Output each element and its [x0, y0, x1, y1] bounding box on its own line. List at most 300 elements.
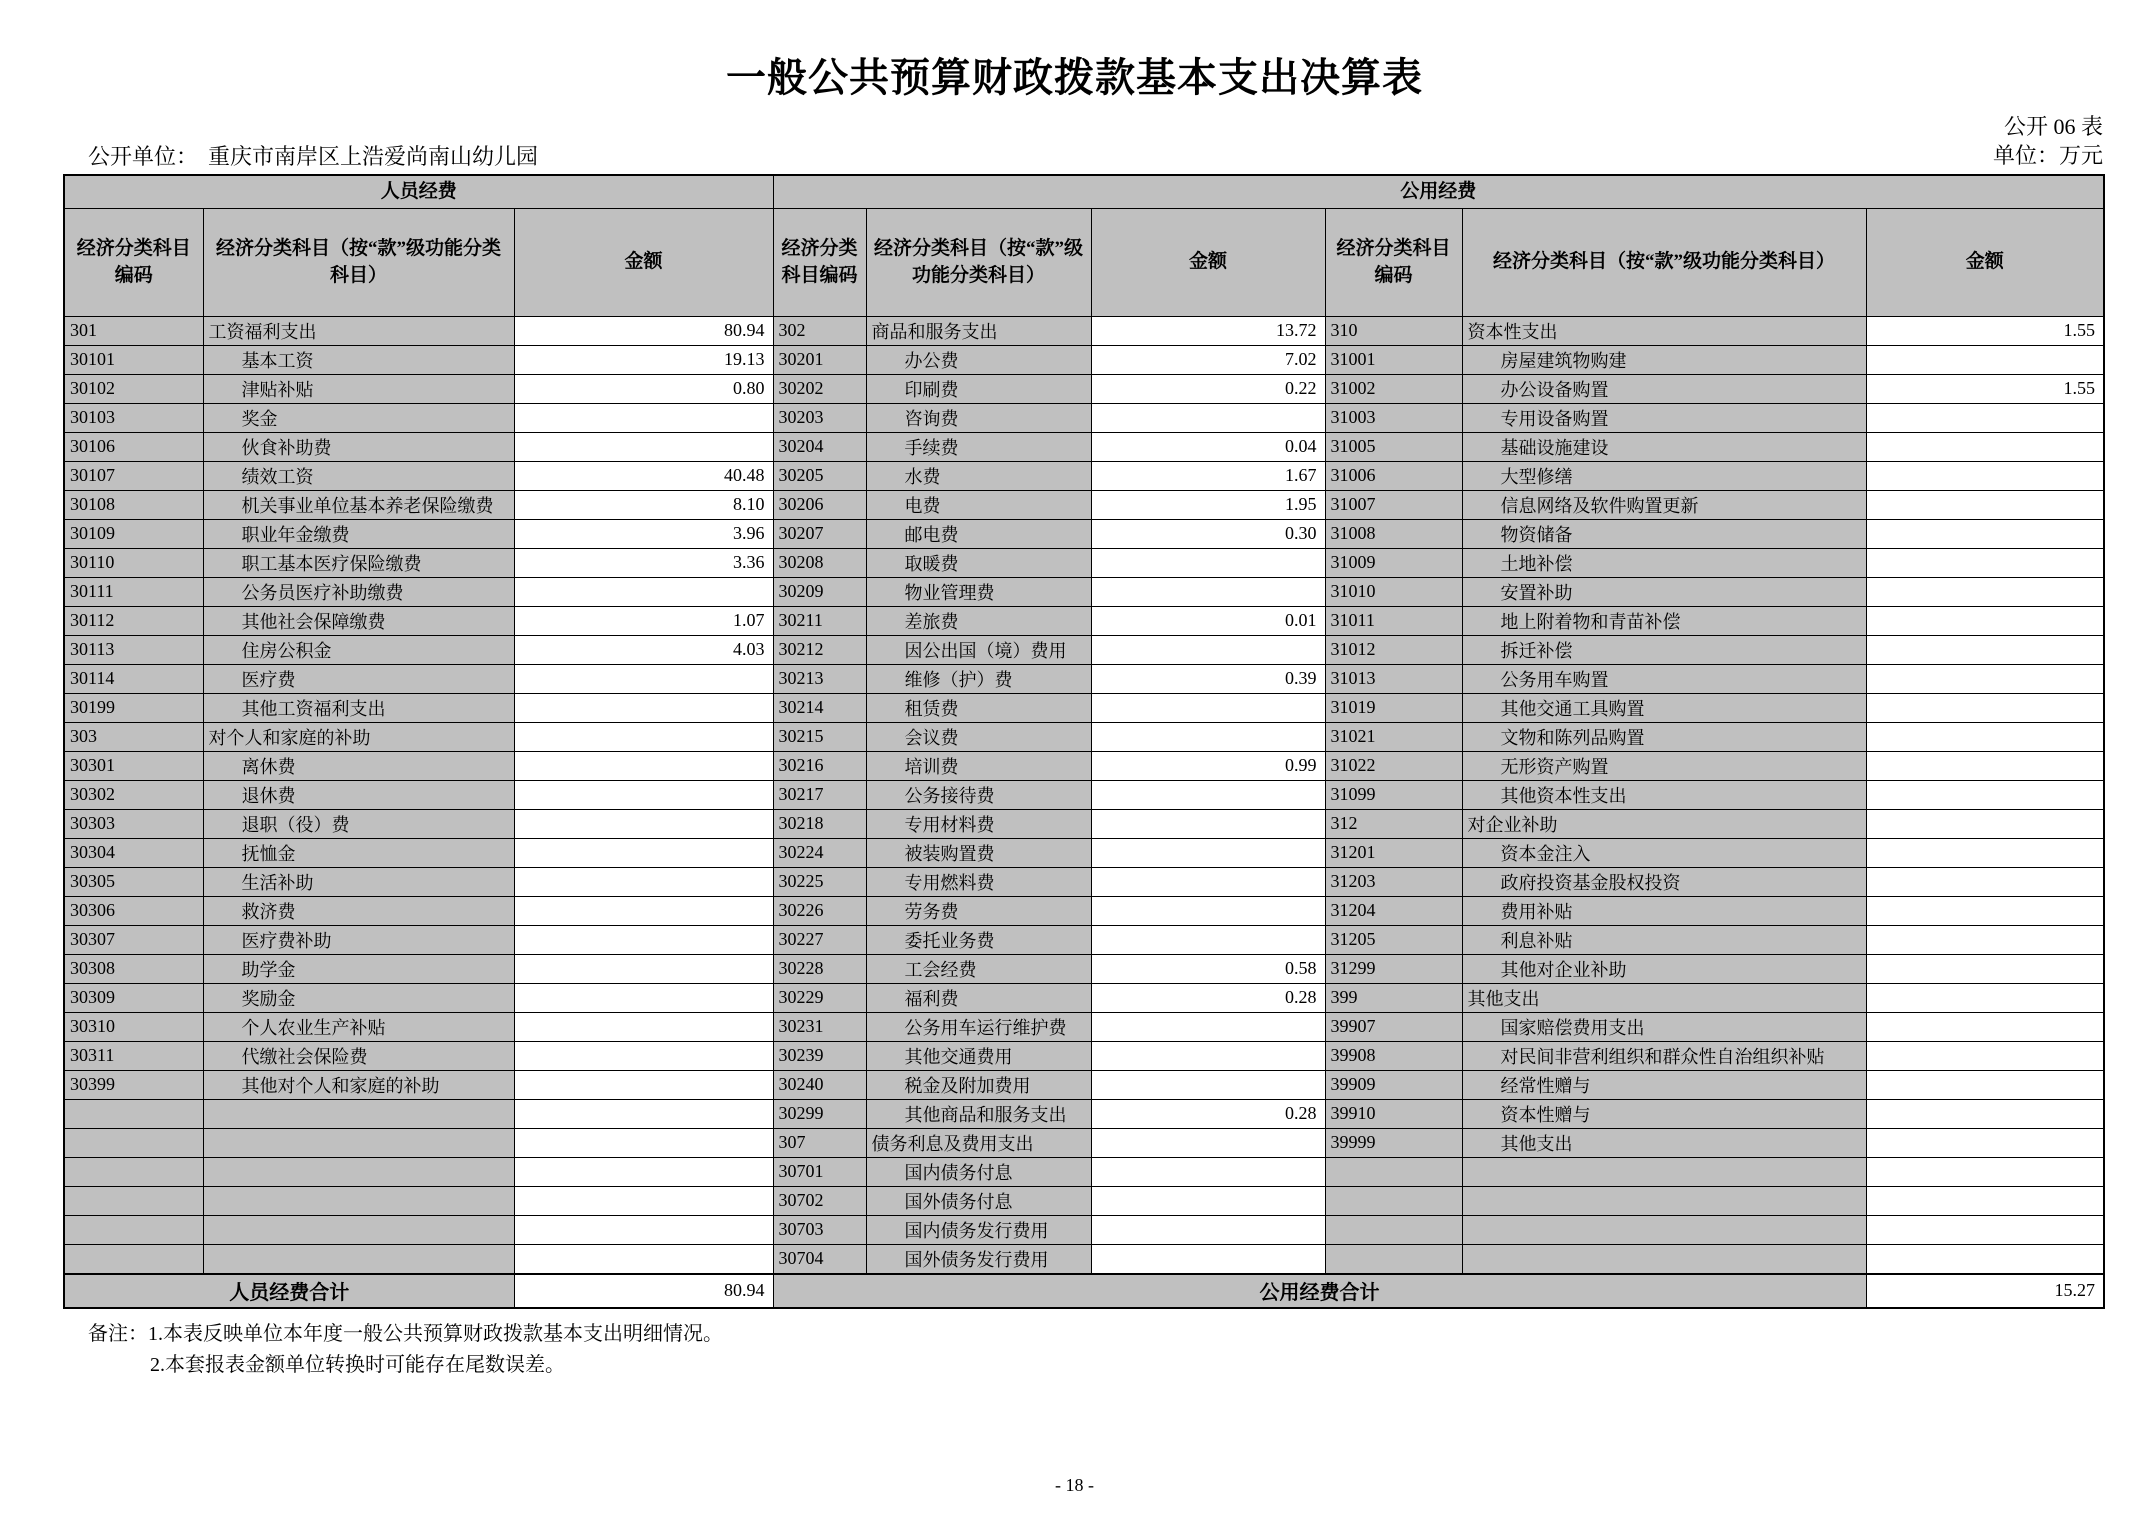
subject-cell: 无形资产购置	[1462, 751, 1866, 780]
amount-cell	[514, 925, 773, 954]
subject-cell: 公务用车购置	[1462, 664, 1866, 693]
col-header-code-2: 经济分类科目编码	[773, 208, 866, 316]
table-row	[64, 1012, 2104, 1041]
code-cell	[64, 1186, 203, 1215]
amount-cell	[514, 954, 773, 983]
subject-cell: 租赁费	[866, 693, 1091, 722]
subject-cell: 专用材料费	[866, 809, 1091, 838]
col-header-subject-3: 经济分类科目（按“款”级功能分类科目）	[1462, 208, 1866, 316]
page-number: - 18 -	[1055, 1475, 1094, 1495]
amount-cell: 1.95	[1091, 490, 1325, 519]
code-cell: 31013	[1325, 664, 1462, 693]
code-cell: 30215	[773, 722, 866, 751]
code-cell	[64, 1099, 203, 1128]
note-line-2: 2.本套报表金额单位转换时可能存在尾数误差。	[150, 1353, 565, 1376]
table-row	[64, 432, 2104, 461]
amount-cell: 0.39	[1091, 664, 1325, 693]
amount-cell	[514, 1244, 773, 1274]
amount-cell	[514, 983, 773, 1012]
code-cell: 31012	[1325, 635, 1462, 664]
subject-cell: 房屋建筑物购建	[1462, 345, 1866, 374]
amount-cell	[514, 403, 773, 432]
code-cell: 30399	[64, 1070, 203, 1099]
col-header-subject-2: 经济分类科目（按“款”级功能分类科目）	[866, 208, 1091, 316]
amount-cell	[1866, 1099, 2104, 1128]
code-cell: 30306	[64, 896, 203, 925]
subject-cell: 电费	[866, 490, 1091, 519]
code-cell: 30201	[773, 345, 866, 374]
amount-cell	[514, 1070, 773, 1099]
code-cell: 39910	[1325, 1099, 1462, 1128]
code-cell: 307	[773, 1128, 866, 1157]
amount-cell: 7.02	[1091, 345, 1325, 374]
code-cell: 30308	[64, 954, 203, 983]
amount-cell	[1866, 838, 2104, 867]
amount-cell	[1091, 896, 1325, 925]
code-cell: 30212	[773, 635, 866, 664]
code-cell: 39909	[1325, 1070, 1462, 1099]
code-cell: 30107	[64, 461, 203, 490]
code-cell: 30311	[64, 1041, 203, 1070]
subject-cell: 基本工资	[203, 345, 514, 374]
code-cell	[1325, 1157, 1462, 1186]
form-number: 公开 06 表	[2003, 114, 2103, 139]
code-cell: 31010	[1325, 577, 1462, 606]
amount-cell	[1866, 1186, 2104, 1215]
subject-cell: 专用设备购置	[1462, 403, 1866, 432]
amount-cell	[1091, 635, 1325, 664]
subject-cell: 水费	[866, 461, 1091, 490]
table-row	[64, 867, 2104, 896]
subject-cell: 职业年金缴费	[203, 519, 514, 548]
subject-cell	[1462, 1186, 1866, 1215]
code-cell: 30704	[773, 1244, 866, 1274]
subject-cell: 国外债务付息	[866, 1186, 1091, 1215]
subject-cell: 公务用车运行维护费	[866, 1012, 1091, 1041]
code-cell: 30224	[773, 838, 866, 867]
amount-cell	[514, 1099, 773, 1128]
amount-cell	[1091, 1244, 1325, 1274]
amount-cell	[514, 780, 773, 809]
amount-cell	[1091, 1128, 1325, 1157]
amount-cell: 3.36	[514, 548, 773, 577]
subject-cell: 生活补助	[203, 867, 514, 896]
code-cell: 30225	[773, 867, 866, 896]
amount-cell: 1.55	[1866, 374, 2104, 403]
amount-cell	[1866, 722, 2104, 751]
code-cell: 30114	[64, 664, 203, 693]
amount-cell	[1091, 925, 1325, 954]
subject-cell: 其他支出	[1462, 983, 1866, 1012]
col-header-code-1: 经济分类科目编码	[64, 208, 203, 316]
amount-cell	[1866, 490, 2104, 519]
amount-cell	[514, 432, 773, 461]
code-cell: 30309	[64, 983, 203, 1012]
subject-cell: 对企业补助	[1462, 809, 1866, 838]
group-header-row	[64, 175, 2104, 208]
amount-cell	[514, 896, 773, 925]
amount-cell	[514, 1215, 773, 1244]
code-cell: 30217	[773, 780, 866, 809]
personnel-total-amount: 80.94	[514, 1274, 773, 1308]
page-title: 一般公共预算财政拨款基本支出决算表	[726, 55, 1423, 100]
subject-cell: 物资储备	[1462, 519, 1866, 548]
subject-cell: 安置补助	[1462, 577, 1866, 606]
code-cell: 31007	[1325, 490, 1462, 519]
subject-cell: 费用补贴	[1462, 896, 1866, 925]
public-total-label: 公用经费合计	[773, 1274, 1866, 1308]
subject-cell: 维修（护）费	[866, 664, 1091, 693]
subject-cell: 办公费	[866, 345, 1091, 374]
amount-cell	[514, 751, 773, 780]
subject-cell: 公务接待费	[866, 780, 1091, 809]
subject-cell: 抚恤金	[203, 838, 514, 867]
table-row	[64, 548, 2104, 577]
info-row	[88, 113, 2103, 170]
subject-cell: 培训费	[866, 751, 1091, 780]
code-cell: 30199	[64, 693, 203, 722]
subject-cell: 税金及附加费用	[866, 1070, 1091, 1099]
amount-cell: 1.55	[1866, 316, 2104, 345]
subject-cell: 商品和服务支出	[866, 316, 1091, 345]
subject-cell: 因公出国（境）费用	[866, 635, 1091, 664]
table-row	[64, 664, 2104, 693]
amount-cell	[1866, 983, 2104, 1012]
code-cell: 30110	[64, 548, 203, 577]
code-cell: 30304	[64, 838, 203, 867]
subject-cell	[203, 1128, 514, 1157]
table-row	[64, 316, 2104, 345]
table-row	[64, 838, 2104, 867]
footer-row	[64, 1274, 2104, 1308]
subject-cell: 职工基本医疗保险缴费	[203, 548, 514, 577]
notes	[88, 1319, 2149, 1381]
code-cell: 39908	[1325, 1041, 1462, 1070]
org-unit	[88, 143, 540, 171]
subject-cell: 国外债务发行费用	[866, 1244, 1091, 1274]
amount-cell: 0.80	[514, 374, 773, 403]
subject-cell: 退休费	[203, 780, 514, 809]
subject-cell: 基础设施建设	[1462, 432, 1866, 461]
code-cell: 301	[64, 316, 203, 345]
subject-cell: 绩效工资	[203, 461, 514, 490]
amount-cell	[1866, 1244, 2104, 1274]
table-row	[64, 606, 2104, 635]
amount-cell	[514, 1012, 773, 1041]
amount-cell	[514, 1041, 773, 1070]
amount-cell	[1091, 548, 1325, 577]
code-cell: 30302	[64, 780, 203, 809]
amount-cell	[514, 1186, 773, 1215]
amount-cell: 1.67	[1091, 461, 1325, 490]
amount-cell: 0.01	[1091, 606, 1325, 635]
subject-cell: 其他资本性支出	[1462, 780, 1866, 809]
code-cell: 31021	[1325, 722, 1462, 751]
code-cell: 30310	[64, 1012, 203, 1041]
amount-cell: 0.30	[1091, 519, 1325, 548]
subject-cell: 其他对个人和家庭的补助	[203, 1070, 514, 1099]
subject-cell: 政府投资基金股权投资	[1462, 867, 1866, 896]
amount-cell	[1866, 635, 2104, 664]
subject-cell: 其他对企业补助	[1462, 954, 1866, 983]
code-cell: 30112	[64, 606, 203, 635]
code-cell: 303	[64, 722, 203, 751]
amount-cell	[1866, 664, 2104, 693]
table-row	[64, 1099, 2104, 1128]
code-cell	[64, 1244, 203, 1274]
public-total-amount: 15.27	[1866, 1274, 2104, 1308]
amount-cell: 40.48	[514, 461, 773, 490]
subject-cell: 资本金注入	[1462, 838, 1866, 867]
amount-cell	[1091, 1157, 1325, 1186]
amount-cell	[1866, 780, 2104, 809]
table-row	[64, 1128, 2104, 1157]
subject-cell: 对民间非营利组织和群众性自治组织补贴	[1462, 1041, 1866, 1070]
subject-cell: 医疗费补助	[203, 925, 514, 954]
subject-cell: 其他商品和服务支出	[866, 1099, 1091, 1128]
subject-cell: 差旅费	[866, 606, 1091, 635]
subject-cell: 退职（役）费	[203, 809, 514, 838]
subject-cell	[203, 1099, 514, 1128]
group-header-personnel: 人员经费	[64, 175, 773, 208]
table-row	[64, 345, 2104, 374]
amount-cell: 0.22	[1091, 374, 1325, 403]
subject-cell: 机关事业单位基本养老保险缴费	[203, 490, 514, 519]
code-cell: 30240	[773, 1070, 866, 1099]
code-cell: 30108	[64, 490, 203, 519]
subject-cell: 其他交通工具购置	[1462, 693, 1866, 722]
table-row	[64, 983, 2104, 1012]
table-row	[64, 925, 2104, 954]
code-cell: 30102	[64, 374, 203, 403]
subject-cell: 工会经费	[866, 954, 1091, 983]
group-header-public: 公用经费	[773, 175, 2104, 208]
subject-cell: 拆迁补偿	[1462, 635, 1866, 664]
subject-cell: 土地补偿	[1462, 548, 1866, 577]
subject-cell: 文物和陈列品购置	[1462, 722, 1866, 751]
amount-cell	[1866, 751, 2104, 780]
amount-cell	[1091, 809, 1325, 838]
subject-cell	[1462, 1244, 1866, 1274]
code-cell: 31203	[1325, 867, 1462, 896]
amount-cell: 80.94	[514, 316, 773, 345]
amount-cell	[514, 577, 773, 606]
amount-cell	[1091, 1041, 1325, 1070]
code-cell	[1325, 1215, 1462, 1244]
subject-cell: 资本性支出	[1462, 316, 1866, 345]
table-row	[64, 1215, 2104, 1244]
code-cell: 30301	[64, 751, 203, 780]
code-cell: 30216	[773, 751, 866, 780]
subject-cell: 印刷费	[866, 374, 1091, 403]
form-info	[1993, 113, 2103, 170]
code-cell: 31205	[1325, 925, 1462, 954]
org-unit-name: 重庆市南岸区上浩爱尚南山幼儿园	[208, 143, 539, 169]
amount-cell: 8.10	[514, 490, 773, 519]
code-cell: 30226	[773, 896, 866, 925]
subject-cell: 会议费	[866, 722, 1091, 751]
code-cell: 30101	[64, 345, 203, 374]
table-row	[64, 490, 2104, 519]
code-cell: 31299	[1325, 954, 1462, 983]
amount-cell	[1866, 1070, 2104, 1099]
table-row	[64, 635, 2104, 664]
subject-cell: 被装购置费	[866, 838, 1091, 867]
table-row	[64, 693, 2104, 722]
subject-cell: 津贴补贴	[203, 374, 514, 403]
table-row	[64, 1157, 2104, 1186]
amount-cell: 0.04	[1091, 432, 1325, 461]
subject-cell	[1462, 1215, 1866, 1244]
code-cell: 30106	[64, 432, 203, 461]
subject-cell: 其他工资福利支出	[203, 693, 514, 722]
personnel-total-label: 人员经费合计	[64, 1274, 514, 1308]
code-cell: 302	[773, 316, 866, 345]
amount-cell	[514, 722, 773, 751]
code-cell: 31019	[1325, 693, 1462, 722]
subject-cell: 福利费	[866, 983, 1091, 1012]
subject-cell: 地上附着物和青苗补偿	[1462, 606, 1866, 635]
subject-cell: 信息网络及软件购置更新	[1462, 490, 1866, 519]
col-header-amount-3: 金额	[1866, 208, 2104, 316]
subject-cell: 医疗费	[203, 664, 514, 693]
subject-cell: 其他社会保障缴费	[203, 606, 514, 635]
code-cell: 30228	[773, 954, 866, 983]
amount-cell	[1091, 693, 1325, 722]
code-cell: 31006	[1325, 461, 1462, 490]
code-cell: 30701	[773, 1157, 866, 1186]
subject-cell	[203, 1215, 514, 1244]
amount-cell: 0.58	[1091, 954, 1325, 983]
subject-cell	[203, 1157, 514, 1186]
amount-cell	[1866, 1157, 2104, 1186]
code-cell: 30702	[773, 1186, 866, 1215]
amount-cell	[1091, 1012, 1325, 1041]
table-row	[64, 577, 2104, 606]
amount-cell	[1866, 867, 2104, 896]
amount-cell	[514, 1128, 773, 1157]
subject-cell: 经常性赠与	[1462, 1070, 1866, 1099]
org-unit-label: 公开单位：	[88, 143, 199, 169]
amount-cell	[1091, 1070, 1325, 1099]
code-cell: 31008	[1325, 519, 1462, 548]
table-row	[64, 519, 2104, 548]
amount-cell	[1866, 345, 2104, 374]
code-cell: 30218	[773, 809, 866, 838]
code-cell: 30208	[773, 548, 866, 577]
col-header-amount-2: 金额	[1091, 208, 1325, 316]
code-cell: 31009	[1325, 548, 1462, 577]
amount-cell: 0.28	[1091, 983, 1325, 1012]
code-cell: 31003	[1325, 403, 1462, 432]
subject-cell: 资本性赠与	[1462, 1099, 1866, 1128]
code-cell: 30307	[64, 925, 203, 954]
subject-cell: 公务员医疗补助缴费	[203, 577, 514, 606]
subject-cell: 咨询费	[866, 403, 1091, 432]
amount-cell	[514, 838, 773, 867]
amount-cell	[1866, 577, 2104, 606]
code-cell: 30209	[773, 577, 866, 606]
table-row	[64, 809, 2104, 838]
subject-cell: 个人农业生产补贴	[203, 1012, 514, 1041]
subject-cell: 办公设备购置	[1462, 374, 1866, 403]
amount-cell: 1.07	[514, 606, 773, 635]
code-cell: 30703	[773, 1215, 866, 1244]
note-line-1: 备注：1.本表反映单位本年度一般公共预算财政拨款基本支出明细情况。	[88, 1322, 723, 1345]
code-cell: 30113	[64, 635, 203, 664]
amount-cell: 13.72	[1091, 316, 1325, 345]
subject-cell: 救济费	[203, 896, 514, 925]
code-cell: 39999	[1325, 1128, 1462, 1157]
table-row	[64, 722, 2104, 751]
col-header-code-3: 经济分类科目编码	[1325, 208, 1462, 316]
amount-cell	[1866, 1012, 2104, 1041]
code-cell: 30305	[64, 867, 203, 896]
amount-cell	[1091, 1186, 1325, 1215]
subject-cell	[1462, 1157, 1866, 1186]
amount-cell: 0.28	[1091, 1099, 1325, 1128]
amount-cell	[1866, 925, 2104, 954]
code-cell: 30303	[64, 809, 203, 838]
subject-cell: 劳务费	[866, 896, 1091, 925]
column-header-row	[64, 208, 2104, 316]
code-cell: 30204	[773, 432, 866, 461]
code-cell: 310	[1325, 316, 1462, 345]
subject-cell: 助学金	[203, 954, 514, 983]
code-cell: 30206	[773, 490, 866, 519]
amount-cell	[514, 693, 773, 722]
subject-cell: 对个人和家庭的补助	[203, 722, 514, 751]
code-cell	[64, 1128, 203, 1157]
table-row	[64, 461, 2104, 490]
col-header-amount-1: 金额	[514, 208, 773, 316]
code-cell: 31002	[1325, 374, 1462, 403]
amount-cell	[1866, 693, 2104, 722]
amount-cell	[1091, 1215, 1325, 1244]
code-cell: 312	[1325, 809, 1462, 838]
table-row	[64, 780, 2104, 809]
code-cell: 30299	[773, 1099, 866, 1128]
code-cell	[64, 1215, 203, 1244]
amount-cell	[1866, 519, 2104, 548]
table-row	[64, 896, 2104, 925]
subject-cell: 物业管理费	[866, 577, 1091, 606]
subject-cell: 奖励金	[203, 983, 514, 1012]
subject-cell: 其他交通费用	[866, 1041, 1091, 1070]
code-cell: 31005	[1325, 432, 1462, 461]
amount-cell	[514, 1157, 773, 1186]
code-cell: 30211	[773, 606, 866, 635]
amount-cell	[1091, 577, 1325, 606]
table-row	[64, 1070, 2104, 1099]
amount-cell	[1866, 461, 2104, 490]
table-row	[64, 403, 2104, 432]
table-row	[64, 954, 2104, 983]
code-cell: 30103	[64, 403, 203, 432]
code-cell: 30111	[64, 577, 203, 606]
code-cell: 31204	[1325, 896, 1462, 925]
amount-cell	[1091, 838, 1325, 867]
unit-label: 单位：万元	[1992, 142, 2103, 168]
subject-cell: 代缴社会保险费	[203, 1041, 514, 1070]
amount-cell	[1866, 809, 2104, 838]
amount-cell	[1866, 1215, 2104, 1244]
subject-cell: 委托业务费	[866, 925, 1091, 954]
amount-cell: 3.96	[514, 519, 773, 548]
code-cell	[1325, 1244, 1462, 1274]
amount-cell	[1866, 548, 2104, 577]
amount-cell	[1866, 403, 2104, 432]
